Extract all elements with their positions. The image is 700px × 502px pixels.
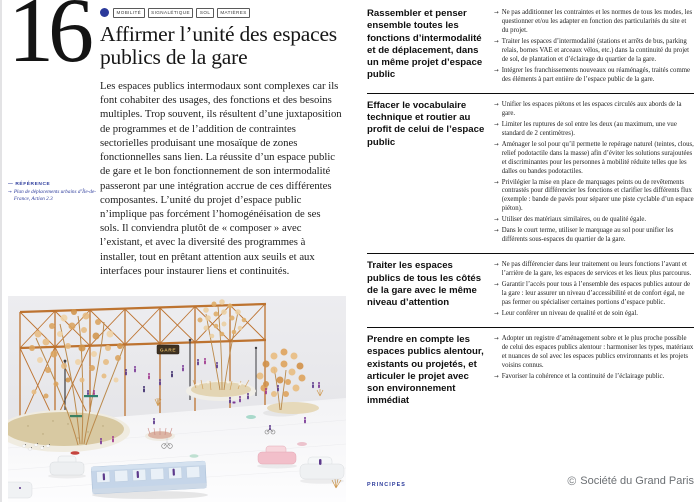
bullet-text: Ne pas différencier dans leur traitement ou leurs fonctions l’avant et l’arrière de la gare, les espaces de services et les lieux plus parcourus.	[501, 261, 692, 278]
bullet-arrow-icon: →	[494, 373, 499, 380]
bullet-arrow-icon: →	[494, 10, 499, 16]
bullet-item	[494, 67, 694, 85]
section-bullets	[494, 260, 694, 319]
bullet-item	[494, 335, 694, 371]
bullet-text: Privilégier la mise en place de marquages peints ou de revêtements contrastés pour différencier les fonctions et clarifier les différents flux (exemple : bande de pavés pour séparer une piste cyclable d’un espace piéton).	[501, 178, 694, 213]
section-heading: Rassembler et penser ensemble toutes les fonctions d’intermodalité et de déplacement, dans un même projet d’espace public	[367, 8, 483, 81]
bullet-arrow-icon: →	[494, 179, 499, 186]
bullet-item	[494, 9, 694, 36]
section-list	[367, 2, 694, 416]
principle-section	[367, 2, 694, 94]
car-white-corner	[8, 482, 32, 498]
bullet-text: Leur conférer un niveau de qualité et de soin égal.	[501, 310, 638, 318]
bullet-item	[494, 121, 694, 139]
principle-section	[367, 328, 694, 416]
category-tags	[113, 8, 250, 18]
section-bullets	[494, 8, 694, 85]
bullet-item	[494, 141, 694, 177]
bullet-arrow-icon: →	[494, 141, 499, 148]
bullet-text: Dans le court terme, utiliser le marquage au sol pour unifier les différents sous-espaces du quartier de la gare.	[501, 227, 674, 244]
section-heading: Traiter les espaces publics de tous les côtés de la gare avec le même niveau d’attention	[367, 260, 482, 309]
bullet-arrow-icon: →	[494, 282, 499, 289]
reference-note	[8, 181, 96, 203]
reference-arrow-icon: →	[8, 190, 12, 196]
bullet-arrow-icon: →	[494, 311, 499, 318]
principle-section	[367, 94, 694, 255]
reference-item: → Plan de déplacements urbains d’Île-de-France, Action 2.3	[8, 189, 96, 203]
title-block	[100, 8, 346, 289]
model-photo	[8, 296, 346, 502]
tram	[91, 461, 206, 494]
bullet-item	[494, 101, 694, 119]
bullet-arrow-icon: →	[494, 101, 499, 108]
intro-paragraph: Les espaces publics intermodaux sont complexes car ils font cohabiter des usages, des fonctions et des besoins multiples. Trop souvent, ils résultent d’une juxtaposition de programmes et de l’addition de contraintes sectorielles produisant une mosaïque de zones fonctionnelles sans lien. La réussite d’un espace public de gare et le bon fonctionnement de son intermodalité passeront par une intégration accrue de ces différentes composantes. L’unité du projet d’espace public n’implique pas forcément l’homogénéisation de ses sols. Il conviendra plutôt de « composer » avec l’existant, et avec la diversité des programmes à installer, tout en prêtant attention aux seuils et aux interfaces pour instaurer liens et continuités.	[100, 79, 342, 277]
section-bullets	[494, 100, 694, 246]
left-column	[8, 0, 346, 502]
right-column	[367, 2, 694, 500]
bullet-item	[494, 216, 694, 225]
category-tag: SIGNALÉTIQUE	[148, 8, 194, 18]
category-dot-icon	[100, 8, 109, 17]
bullet-item	[494, 310, 694, 319]
reference-dash: —	[8, 182, 14, 187]
bullet-text: Garantir l’accès pour tous à l’ensemble des espaces publics autour de la gare : leur assurer un niveau d’accessibilité et de confort égal, ne pas fermer ou spécialiser certaines portions d’espace public.	[501, 281, 691, 307]
section-heading: Effacer le vocabulaire technique et routier au profit de celui de l’espace public	[367, 99, 485, 148]
category-tag: MATIÈRES	[217, 8, 250, 18]
bullet-text: Intégrer les franchissements nouveaux ou réaménagés, traités comme des éléments à part entière de l’espace public de la gare.	[501, 66, 691, 83]
page-title: Affirmer l’unité des espaces publics de la gare	[100, 21, 337, 69]
bullet-text: Aménager le sol pour qu’il permette le repérage naturel (teintes, clous, relief podotactile dans la masse) afin d’éviter les solutions surajoutées et discriminantes pour les personnes à mobilité réduite telles que les dalles ou bandes podotactiles.	[501, 140, 694, 175]
bullet-item	[494, 179, 694, 215]
bullet-arrow-icon: →	[494, 121, 499, 128]
gare-sign-label: GARE	[159, 348, 177, 354]
page-number: 16	[8, 0, 88, 81]
bullet-arrow-icon: →	[494, 228, 499, 235]
bullet-arrow-icon: →	[494, 262, 499, 269]
brand-name: Société du Grand Paris	[580, 475, 694, 487]
category-row	[100, 8, 346, 18]
category-tag: MOBILITÉ	[113, 8, 145, 18]
bullet-text: Utiliser des matériaux similaires, ou de qualité égale.	[501, 216, 647, 224]
bullet-text: Ne pas additionner les contraintes et les normes de tous les modes, les questionner et/ou les adapter en fonction des particularités du site et du projet.	[501, 9, 693, 34]
bullet-arrow-icon: →	[494, 217, 499, 224]
brand-mark-icon: ©	[567, 474, 577, 488]
footer-section-label: PRINCIPES	[367, 482, 406, 488]
reference-label: — RÉFÉRENCE	[8, 182, 51, 187]
brand-logo	[567, 474, 694, 488]
bullet-arrow-icon: →	[494, 336, 499, 343]
principle-section	[367, 254, 694, 328]
category-tag: SOL	[196, 8, 213, 18]
bullet-text: Unifier les espaces piétons et les espaces circulés aux abords de la gare.	[501, 100, 682, 117]
bullet-text: Traiter les espaces d’intermodalité (stations et arrêts de bus, parking relais, bornes VAE et arceaux vélos, etc.) dans la continuité du projet de sol, de plantation et d’éclairage du quartier de la gare.	[501, 37, 690, 63]
bullet-item	[494, 281, 694, 308]
bullet-text: Adopter un registre d’aménagement sobre et le plus proche possible de celui des espaces publics alentour : harmoniser les types, matériaux et nuances de sol avec les espaces publics environnants et les projets voisins connus.	[501, 335, 694, 369]
bullet-arrow-icon: →	[494, 67, 499, 74]
bullet-item	[494, 261, 694, 279]
bullet-item	[494, 38, 694, 65]
section-heading: Prendre en compte les espaces publics alentour, existants ou projetés, et articuler le projet avec son environnement immédiat	[367, 334, 484, 407]
section-bullets	[494, 334, 694, 408]
page-footer	[367, 474, 694, 488]
bullet-item	[494, 373, 694, 382]
bullet-item	[494, 227, 694, 245]
gare-sign	[157, 345, 179, 354]
bullet-text: Favoriser la cohérence et la continuité de l’éclairage public.	[501, 372, 665, 380]
bullet-text: Limiter les ruptures de sol entre les deux (au maximum, une vue standard de 2 centimètres).	[501, 120, 677, 137]
bullet-arrow-icon: →	[494, 38, 499, 45]
